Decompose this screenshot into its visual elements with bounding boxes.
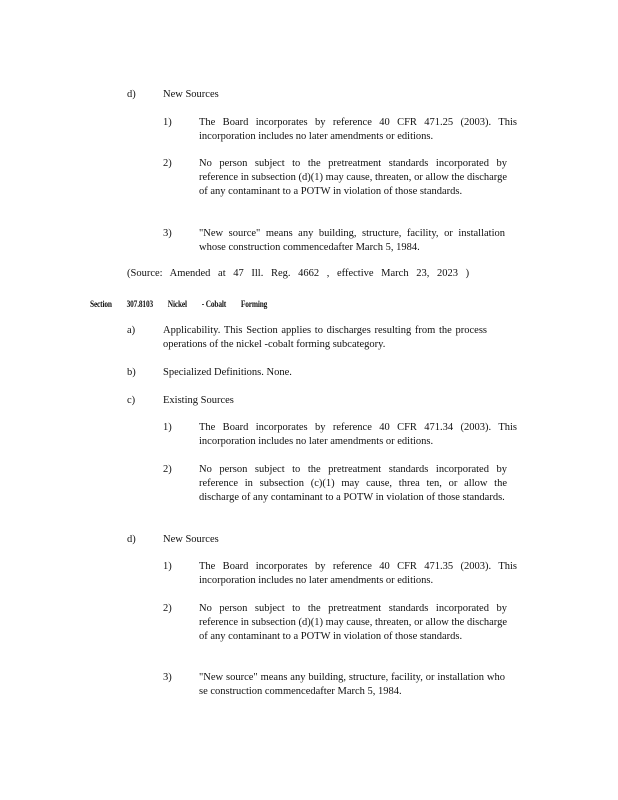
item-text: "New source" means any building, structure, facility, or installation who se construction commencedafter March 5, 1984. bbox=[199, 672, 505, 697]
subsection-label: d) bbox=[127, 89, 136, 100]
item-label: 3) bbox=[163, 672, 172, 683]
subsection-title: New Sources bbox=[163, 89, 219, 100]
item-text: The Board incorporates by reference 40 CFR 471.35 (2003). This incorporation includes no later amendments or editions. bbox=[199, 561, 517, 586]
item-label: 2) bbox=[163, 603, 172, 614]
item-label: 1) bbox=[163, 117, 172, 128]
item-label: 1) bbox=[163, 561, 172, 572]
item-text: The Board incorporates by reference 40 CFR 471.25 (2003). This incorporation includes no later amendments or editions. bbox=[199, 117, 517, 142]
item-text: The Board incorporates by reference 40 CFR 471.34 (2003). This incorporation includes no later amendments or editions. bbox=[199, 422, 517, 447]
section-title-part: Forming bbox=[240, 299, 268, 309]
item-label: 2) bbox=[163, 158, 172, 169]
item-text: "New source" means any building, structure, facility, or installation whose construction commencedafter March 5, 1984. bbox=[199, 228, 505, 253]
subsection-title: New Sources bbox=[163, 534, 219, 545]
section-title-part: Nickel bbox=[167, 299, 187, 309]
subsection-text: Applicability. This Section applies to discharges resulting from the process operations of the nickel -cobalt forming subcategory. bbox=[163, 325, 487, 350]
item-label: 2) bbox=[163, 464, 172, 475]
subsection-label: c) bbox=[127, 395, 136, 406]
item-text: No person subject to the pretreatment standards incorporated by reference in subsection (c)(1) may cause, threa ten, or allow the discharge of any contaminant to a POTW in violation of those standards. bbox=[199, 464, 507, 503]
item-label: 3) bbox=[163, 228, 172, 239]
section-title-part: - Cobalt bbox=[201, 299, 227, 309]
item-text: No person subject to the pretreatment standards incorporated by reference in subsection (d)(1) may cause, threaten, or allow the discharge of any contaminant to a POTW in violation of those standards. bbox=[199, 158, 507, 197]
subsection-title: Existing Sources bbox=[163, 395, 234, 406]
item-label: 1) bbox=[163, 422, 172, 433]
section-label: Section bbox=[90, 299, 112, 309]
section-number: 307.8103 bbox=[126, 299, 153, 309]
source-note: (Source: Amended at 47 Ill. Reg. 4662 , effective March 23, 2023 ) bbox=[127, 268, 470, 279]
section-heading bbox=[90, 297, 280, 311]
subsection-label: a) bbox=[127, 325, 136, 336]
subsection-label: d) bbox=[127, 534, 136, 545]
subsection-text: Specialized Definitions. None. bbox=[163, 367, 292, 378]
subsection-label: b) bbox=[127, 367, 136, 378]
item-text: No person subject to the pretreatment standards incorporated by reference in subsection (d)(1) may cause, threaten, or allow the discharge of any contaminant to a POTW in violation of those standards. bbox=[199, 603, 507, 642]
